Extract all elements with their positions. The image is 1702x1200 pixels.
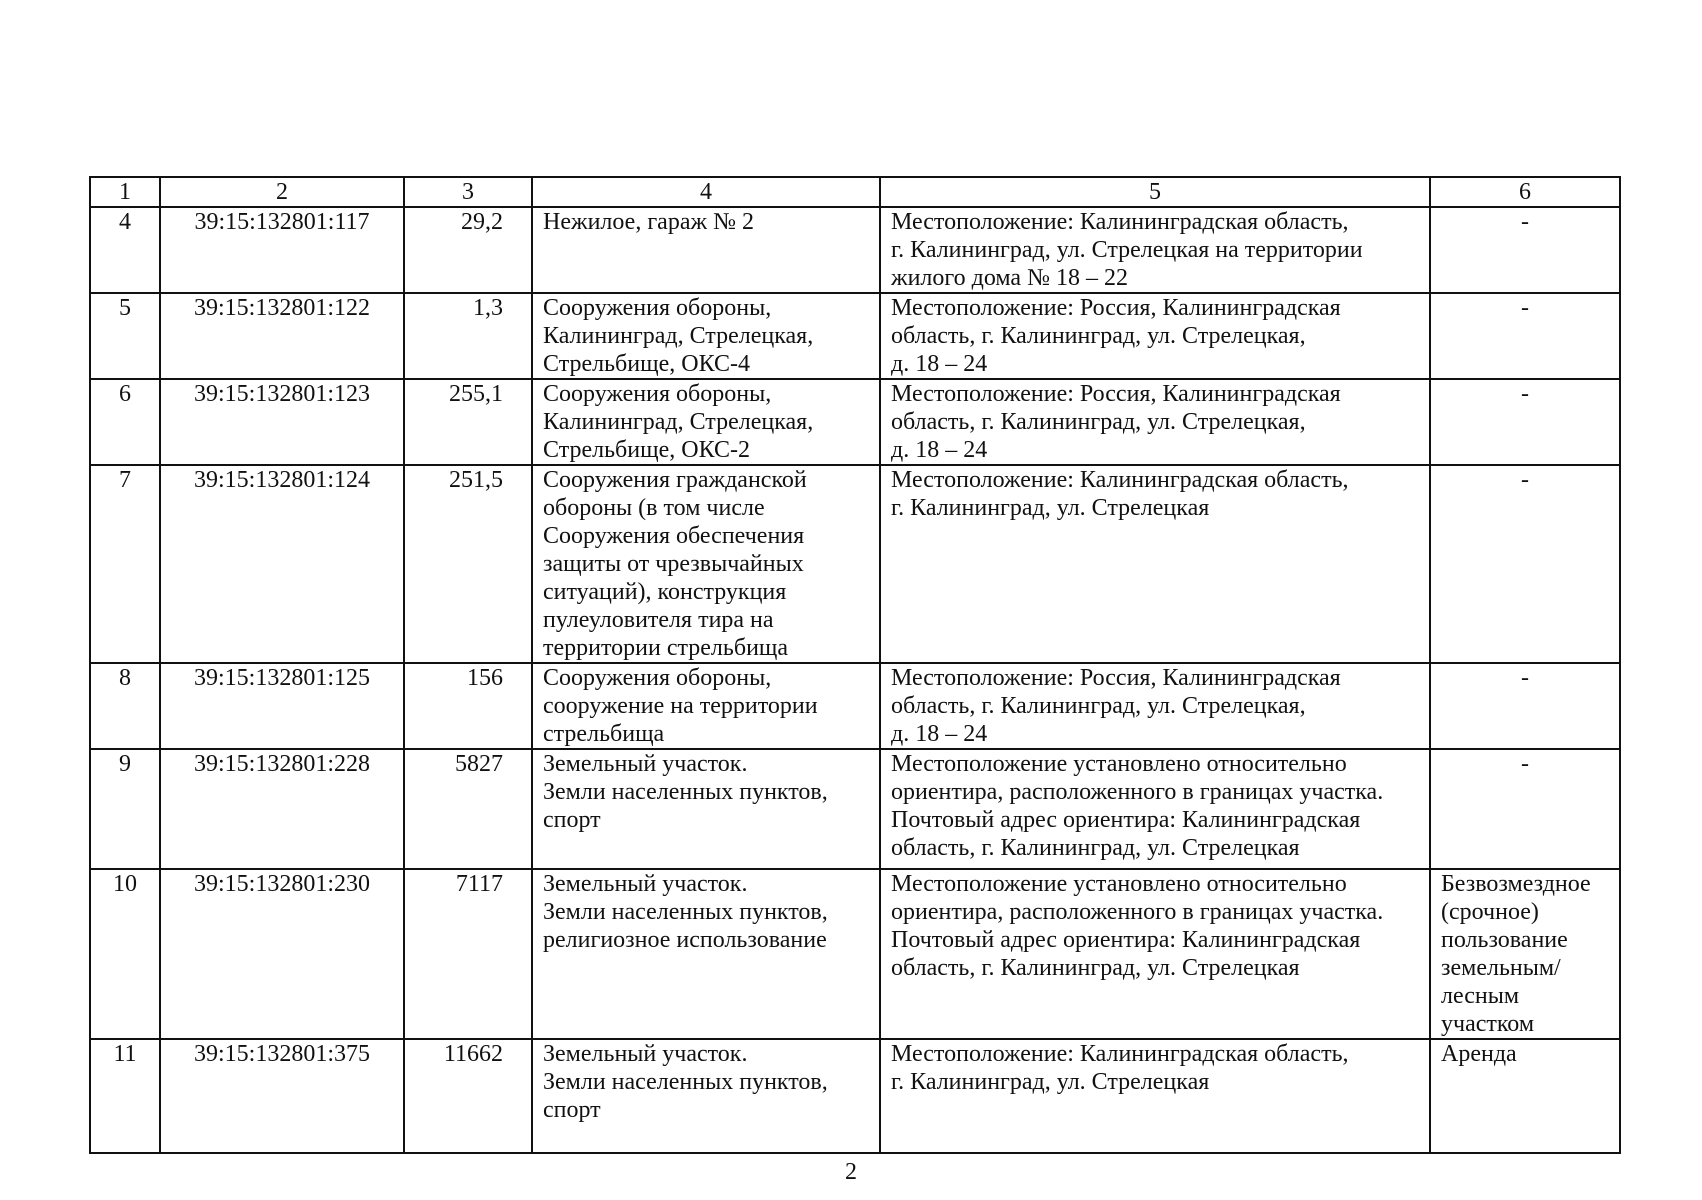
object-description-text: Сооружения гражданской обороны (в том числе Сооружения обеспечения защиты от чрезвычайных ситуаций), конструкция пулеуловителя тира на территории стрельбища: [543, 467, 807, 661]
encumbrance: [1430, 379, 1620, 465]
encumbrance: [1430, 465, 1620, 663]
object-location: [880, 465, 1430, 663]
page-number: 2: [845, 1159, 857, 1185]
object-location: [880, 379, 1430, 465]
table-row: [90, 749, 1620, 869]
object-description-text: Земельный участок. Земли населенных пунктов, спорт: [543, 1041, 828, 1123]
column-header-6: 6: [1430, 177, 1620, 207]
object-location-text: Местоположение установлено относительно ориентира, расположенного в границах участка. Почтовый адрес ориентира: Калининградская область, г. Калининград, ул. Стрелецкая: [891, 751, 1384, 861]
cadastral-number: 39:15:132801:122: [160, 293, 404, 379]
row-number: 7: [90, 465, 160, 663]
encumbrance-text: -: [1521, 665, 1529, 691]
area-value: 5827: [404, 749, 532, 869]
object-description: [532, 663, 880, 749]
area-value: 11662: [404, 1039, 532, 1153]
object-location: [880, 869, 1430, 1039]
object-location-text: Местоположение: Россия, Калининградская область, г. Калининград, ул. Стрелецкая, д. 18 – 24: [891, 665, 1341, 747]
cadastral-number: 39:15:132801:117: [160, 207, 404, 293]
encumbrance-text: -: [1521, 467, 1529, 493]
row-number: 10: [90, 869, 160, 1039]
area-value: 255,1: [404, 379, 532, 465]
column-header-2: 2: [160, 177, 404, 207]
cadastral-number: 39:15:132801:124: [160, 465, 404, 663]
encumbrance: [1430, 293, 1620, 379]
cadastral-number: 39:15:132801:123: [160, 379, 404, 465]
row-number: 4: [90, 207, 160, 293]
encumbrance: [1430, 1039, 1620, 1153]
object-location-text: Местоположение установлено относительно ориентира, расположенного в границах участка. Почтовый адрес ориентира: Калининградская область, г. Калининград, ул. Стрелецкая: [891, 871, 1384, 981]
column-header-5: 5: [880, 177, 1430, 207]
object-description: [532, 749, 880, 869]
table-row: [90, 293, 1620, 379]
encumbrance-text: -: [1521, 295, 1529, 321]
area-value: 156: [404, 663, 532, 749]
header-row: [90, 177, 1620, 207]
table-row: [90, 1039, 1620, 1153]
object-description: [532, 207, 880, 293]
property-table: [89, 176, 1621, 1154]
cadastral-number: 39:15:132801:125: [160, 663, 404, 749]
object-location-text: Местоположение: Россия, Калининградская область, г. Калининград, ул. Стрелецкая, д. 18 – 24: [891, 295, 1341, 377]
encumbrance: [1430, 663, 1620, 749]
row-number: 5: [90, 293, 160, 379]
object-description: [532, 869, 880, 1039]
table-body: [90, 207, 1620, 1153]
encumbrance-text: -: [1521, 751, 1529, 777]
table-row: [90, 207, 1620, 293]
object-description: [532, 465, 880, 663]
object-location: [880, 749, 1430, 869]
object-location-text: Местоположение: Калининградская область, г. Калининград, ул. Стрелецкая: [891, 467, 1349, 521]
column-header-4: 4: [532, 177, 880, 207]
object-location: [880, 207, 1430, 293]
object-location: [880, 663, 1430, 749]
table-row: [90, 869, 1620, 1039]
row-number: 11: [90, 1039, 160, 1153]
object-location-text: Местоположение: Калининградская область, г. Калининград, ул. Стрелецкая на территории жилого дома № 18 – 22: [891, 209, 1363, 291]
object-location: [880, 1039, 1430, 1153]
table-header: [90, 177, 1620, 207]
table-row: [90, 663, 1620, 749]
area-value: 7117: [404, 869, 532, 1039]
object-description: [532, 293, 880, 379]
object-description: [532, 379, 880, 465]
area-value: 29,2: [404, 207, 532, 293]
encumbrance-text: -: [1521, 209, 1529, 235]
row-number: 8: [90, 663, 160, 749]
object-description-text: Нежилое, гараж № 2: [543, 209, 754, 235]
encumbrance-text: Аренда: [1441, 1041, 1517, 1067]
object-description-text: Сооружения обороны, Калининград, Стрелецкая, Стрельбище, ОКС-2: [543, 381, 814, 463]
encumbrance: [1430, 869, 1620, 1039]
object-description-text: Сооружения обороны, сооружение на территории стрельбища: [543, 665, 818, 747]
cadastral-number: 39:15:132801:375: [160, 1039, 404, 1153]
row-number: 6: [90, 379, 160, 465]
table-row: [90, 379, 1620, 465]
object-description-text: Земельный участок. Земли населенных пунктов, религиозное использование: [543, 871, 828, 953]
row-number: 9: [90, 749, 160, 869]
encumbrance-text: Безвозмездное (срочное) пользование земельным/ лесным участком: [1441, 871, 1591, 1037]
table-row: [90, 465, 1620, 663]
area-value: 251,5: [404, 465, 532, 663]
encumbrance-text: -: [1521, 381, 1529, 407]
column-header-3: 3: [404, 177, 532, 207]
column-header-1: 1: [90, 177, 160, 207]
object-location-text: Местоположение: Россия, Калининградская область, г. Калининград, ул. Стрелецкая, д. 18 – 24: [891, 381, 1341, 463]
cadastral-number: 39:15:132801:228: [160, 749, 404, 869]
object-location-text: Местоположение: Калининградская область, г. Калининград, ул. Стрелецкая: [891, 1041, 1349, 1095]
encumbrance: [1430, 207, 1620, 293]
area-value: 1,3: [404, 293, 532, 379]
object-description-text: Сооружения обороны, Калининград, Стрелецкая, Стрельбище, ОКС-4: [543, 295, 814, 377]
object-description-text: Земельный участок. Земли населенных пунктов, спорт: [543, 751, 828, 833]
object-location: [880, 293, 1430, 379]
cadastral-number: 39:15:132801:230: [160, 869, 404, 1039]
encumbrance: [1430, 749, 1620, 869]
object-description: [532, 1039, 880, 1153]
